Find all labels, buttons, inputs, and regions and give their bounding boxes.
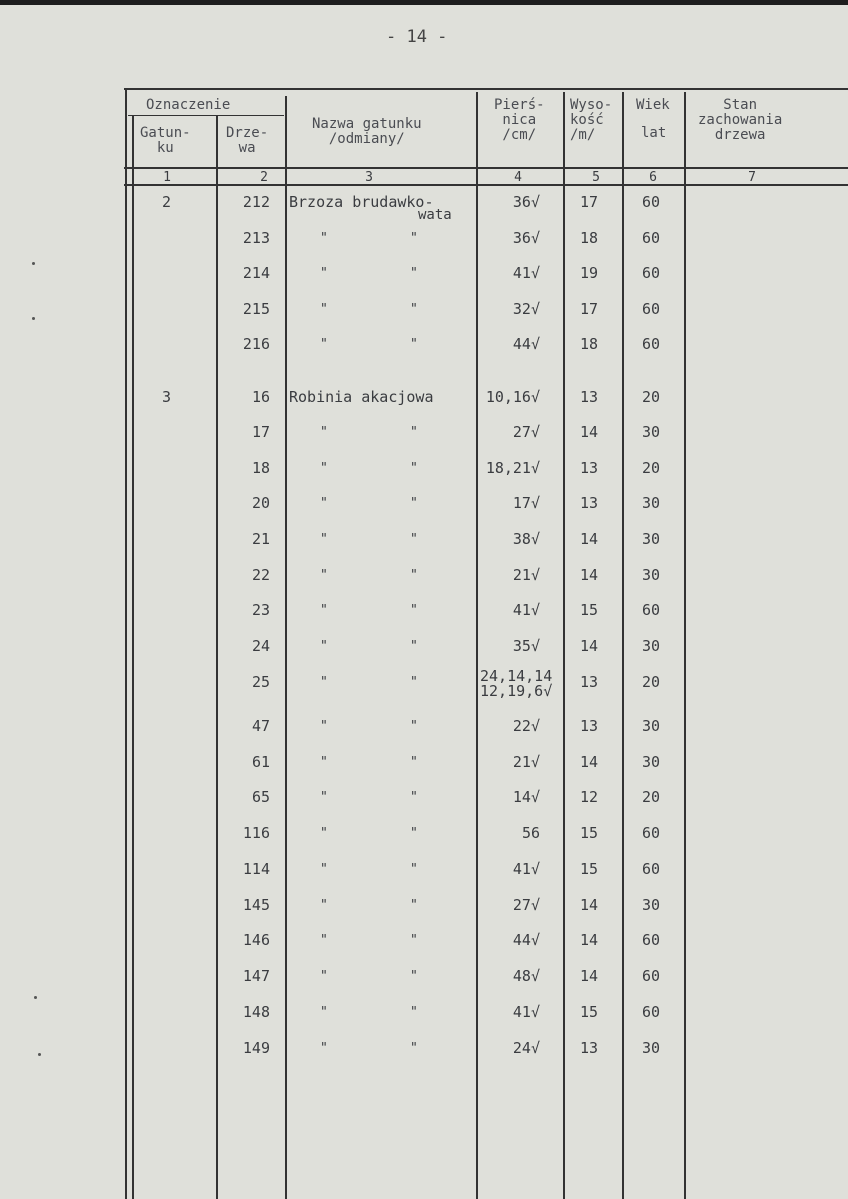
cell-piersnica: 24,14,14: [480, 667, 553, 685]
cell-drzewo: 17: [251, 423, 270, 441]
cell-piersnica: 24√: [512, 1039, 540, 1057]
cell-nazwa-ditto: ": [320, 933, 328, 948]
page-number: - 14 -: [386, 27, 448, 47]
col-rule-left: [125, 88, 127, 1199]
cell-piersnica: 41√: [512, 264, 540, 282]
cell-wysokosc: 14: [580, 637, 599, 655]
cell-nazwa-ditto: ": [410, 639, 418, 654]
cell-nazwa-ditto: ": [320, 1041, 328, 1056]
cell-drzewo: 212: [242, 193, 270, 211]
cell-piersnica: 10,16√: [485, 388, 540, 406]
header-wiek: Wiek: [636, 97, 670, 113]
cell-drzewo: 61: [251, 753, 270, 771]
cell-drzewo: 145: [242, 896, 270, 914]
cell-wiek: 20: [642, 673, 661, 691]
cell-nazwa-ditto: ": [410, 933, 418, 948]
cell-nazwa-ditto: ": [320, 675, 328, 690]
cell-nazwa-ditto: ": [410, 755, 418, 770]
cell-drzewo: 214: [242, 264, 270, 282]
header-piersnica: Pierś- nica /cm/: [494, 97, 545, 143]
cell-nazwa: Robinia akacjowa: [289, 388, 434, 406]
cell-nazwa-ditto: ": [410, 1005, 418, 1020]
cell-drzewo: 114: [242, 860, 270, 878]
cell-wiek: 60: [642, 967, 661, 985]
cell-wysokosc: 15: [580, 824, 599, 842]
cell-drzewo: 65: [251, 788, 270, 806]
cell-wysokosc: 13: [580, 717, 599, 735]
cell-piersnica: 41√: [512, 860, 540, 878]
cell-nazwa-ditto: ": [320, 425, 328, 440]
header-drzewa: Drze- wa: [226, 125, 269, 156]
cell-piersnica: 48√: [512, 967, 540, 985]
cell-nazwa-ditto: ": [320, 496, 328, 511]
col-rule-drzewo: [216, 115, 218, 1199]
cell-nazwa-ditto: ": [320, 755, 328, 770]
header-oznaczenie: Oznaczenie: [146, 97, 231, 113]
cell-piersnica: 18,21√: [485, 459, 540, 477]
cell-wiek: 30: [642, 423, 661, 441]
column-number-rule: [124, 184, 848, 186]
cell-drzewo: 20: [251, 494, 270, 512]
cell-drzewo: 23: [251, 601, 270, 619]
cell-wiek: 30: [642, 566, 661, 584]
cell-piersnica: 21√: [512, 566, 540, 584]
cell-wysokosc: 13: [580, 1039, 599, 1057]
cell-nazwa-ditto: ": [410, 675, 418, 690]
cell-nazwa-ditto: ": [320, 603, 328, 618]
cell-wysokosc: 14: [580, 566, 599, 584]
cell-drzewo: 25: [251, 673, 270, 691]
cell-wiek: 20: [642, 388, 661, 406]
cell-wiek: 60: [642, 860, 661, 878]
column-number-2: 2: [260, 170, 268, 185]
cell-wiek: 60: [642, 300, 661, 318]
cell-nazwa-ditto: ": [320, 826, 328, 841]
cell-drzewo: 47: [251, 717, 270, 735]
cell-piersnica: 36√: [512, 229, 540, 247]
cell-nazwa-ditto: ": [410, 898, 418, 913]
col-rule-wysokosc: [563, 92, 565, 1199]
col-rule-stan: [684, 92, 686, 1199]
cell-wysokosc: 13: [580, 388, 599, 406]
cell-nazwa: Brzoza brudawko-: [289, 193, 434, 211]
cell-wysokosc: 14: [580, 931, 599, 949]
cell-wiek: 60: [642, 931, 661, 949]
cell-piersnica: 56: [521, 824, 540, 842]
cell-wysokosc: 14: [580, 423, 599, 441]
cell-piersnica: 44√: [512, 931, 540, 949]
cell-piersnica: 36√: [512, 193, 540, 211]
cell-piersnica: 44√: [512, 335, 540, 353]
header-nazwa: Nazwa gatunku /odmiany/: [312, 116, 422, 147]
cell-wysokosc: 14: [580, 753, 599, 771]
cell-nazwa-ditto: ": [410, 231, 418, 246]
scan-speck: [38, 1053, 41, 1056]
cell-nazwa-ditto: ": [320, 862, 328, 877]
cell-nazwa-ditto: ": [410, 826, 418, 841]
cell-drzewo: 147: [242, 967, 270, 985]
cell-wiek: 60: [642, 335, 661, 353]
cell-wysokosc: 18: [580, 335, 599, 353]
column-number-3: 3: [365, 170, 373, 185]
cell-piersnica: 21√: [512, 753, 540, 771]
cell-wysokosc: 14: [580, 967, 599, 985]
cell-piersnica-cont: 12,19,6√: [480, 682, 553, 700]
cell-nazwa-ditto: ": [410, 790, 418, 805]
cell-wysokosc: 12: [580, 788, 599, 806]
cell-nazwa-ditto: ": [410, 1041, 418, 1056]
cell-nazwa-ditto: ": [320, 461, 328, 476]
cell-drzewo: 146: [242, 931, 270, 949]
cell-wysokosc: 13: [580, 673, 599, 691]
cell-wiek: 60: [642, 193, 661, 211]
cell-nazwa-ditto: ": [410, 302, 418, 317]
scan-top-edge: [0, 0, 848, 5]
cell-piersnica: 27√: [512, 896, 540, 914]
oznaczenie-underline: [128, 115, 284, 116]
cell-wiek: 30: [642, 717, 661, 735]
cell-nazwa-ditto: ": [320, 898, 328, 913]
cell-nazwa-ditto: ": [320, 266, 328, 281]
cell-nazwa-ditto: ": [410, 532, 418, 547]
cell-wysokosc: 13: [580, 459, 599, 477]
col-rule-gatunek: [132, 115, 134, 1199]
cell-wiek: 60: [642, 229, 661, 247]
cell-nazwa-ditto: ": [410, 719, 418, 734]
cell-wiek: 30: [642, 637, 661, 655]
cell-wiek: 60: [642, 601, 661, 619]
cell-piersnica: 32√: [512, 300, 540, 318]
cell-wysokosc: 13: [580, 494, 599, 512]
header-stan: Stan zachowania drzewa: [698, 97, 783, 143]
cell-nazwa-ditto: ": [320, 231, 328, 246]
cell-wiek: 60: [642, 264, 661, 282]
cell-nazwa-ditto: ": [410, 969, 418, 984]
cell-wysokosc: 17: [580, 193, 599, 211]
cell-nazwa-ditto: ": [410, 461, 418, 476]
cell-drzewo: 148: [242, 1003, 270, 1021]
cell-wysokosc: 14: [580, 896, 599, 914]
cell-nazwa-ditto: ": [320, 719, 328, 734]
cell-drzewo: 215: [242, 300, 270, 318]
header-wysokosc: Wyso- kość /m/: [570, 97, 613, 143]
cell-drzewo: 24: [251, 637, 270, 655]
cell-wysokosc: 19: [580, 264, 599, 282]
cell-drzewo: 216: [242, 335, 270, 353]
cell-drzewo: 22: [251, 566, 270, 584]
column-number-4: 4: [514, 170, 522, 185]
cell-piersnica: 27√: [512, 423, 540, 441]
scan-speck: [34, 996, 37, 999]
cell-nazwa-ditto: ": [320, 532, 328, 547]
header-gatunku: Gatun- ku: [140, 125, 191, 156]
cell-wysokosc: 18: [580, 229, 599, 247]
cell-piersnica: 38√: [512, 530, 540, 548]
cell-nazwa-ditto: ": [320, 1005, 328, 1020]
cell-wysokosc: 15: [580, 1003, 599, 1021]
cell-piersnica: 14√: [512, 788, 540, 806]
cell-wiek: 30: [642, 530, 661, 548]
cell-nazwa-ditto: ": [410, 425, 418, 440]
scan-speck: [32, 262, 35, 265]
cell-drzewo: 149: [242, 1039, 270, 1057]
cell-drzewo: 16: [251, 388, 270, 406]
cell-wysokosc: 15: [580, 860, 599, 878]
cell-drzewo: 116: [242, 824, 270, 842]
cell-wiek: 30: [642, 494, 661, 512]
cell-drzewo: 18: [251, 459, 270, 477]
header-bottom-rule: [124, 167, 848, 169]
cell-nazwa-ditto: ": [410, 496, 418, 511]
cell-nazwa-ditto: ": [410, 337, 418, 352]
header-wiek-unit: lat: [641, 125, 667, 141]
cell-nazwa-ditto: ": [320, 337, 328, 352]
cell-nazwa-ditto: ": [320, 639, 328, 654]
cell-nazwa-ditto: ": [320, 969, 328, 984]
cell-nazwa-cont: wata: [418, 207, 452, 223]
column-number-1: 1: [163, 170, 171, 185]
cell-nazwa-ditto: ": [410, 568, 418, 583]
cell-piersnica: 41√: [512, 1003, 540, 1021]
cell-nazwa-ditto: ": [410, 603, 418, 618]
cell-piersnica: 41√: [512, 601, 540, 619]
cell-nazwa-ditto: ": [410, 862, 418, 877]
table-top-rule: [124, 88, 848, 90]
column-number-7: 7: [748, 170, 756, 185]
cell-nazwa-ditto: ": [320, 302, 328, 317]
cell-wiek: 30: [642, 1039, 661, 1057]
cell-drzewo: 21: [251, 530, 270, 548]
cell-nazwa-ditto: ": [320, 568, 328, 583]
col-rule-wiek: [622, 92, 624, 1199]
cell-wiek: 60: [642, 1003, 661, 1021]
col-rule-nazwa: [285, 96, 287, 1199]
cell-wiek: 20: [642, 459, 661, 477]
cell-gatunek: 3: [162, 388, 172, 406]
column-number-6: 6: [649, 170, 657, 185]
cell-wiek: 30: [642, 753, 661, 771]
cell-nazwa-ditto: ": [410, 266, 418, 281]
cell-piersnica: 35√: [512, 637, 540, 655]
column-number-5: 5: [592, 170, 600, 185]
cell-wysokosc: 15: [580, 601, 599, 619]
cell-wysokosc: 14: [580, 530, 599, 548]
cell-wiek: 60: [642, 824, 661, 842]
cell-drzewo: 213: [242, 229, 270, 247]
cell-nazwa-ditto: ": [320, 790, 328, 805]
cell-gatunek: 2: [162, 193, 172, 211]
cell-wysokosc: 17: [580, 300, 599, 318]
cell-piersnica: 22√: [512, 717, 540, 735]
cell-piersnica: 17√: [512, 494, 540, 512]
cell-wiek: 30: [642, 896, 661, 914]
scan-speck: [32, 317, 35, 320]
cell-wiek: 20: [642, 788, 661, 806]
